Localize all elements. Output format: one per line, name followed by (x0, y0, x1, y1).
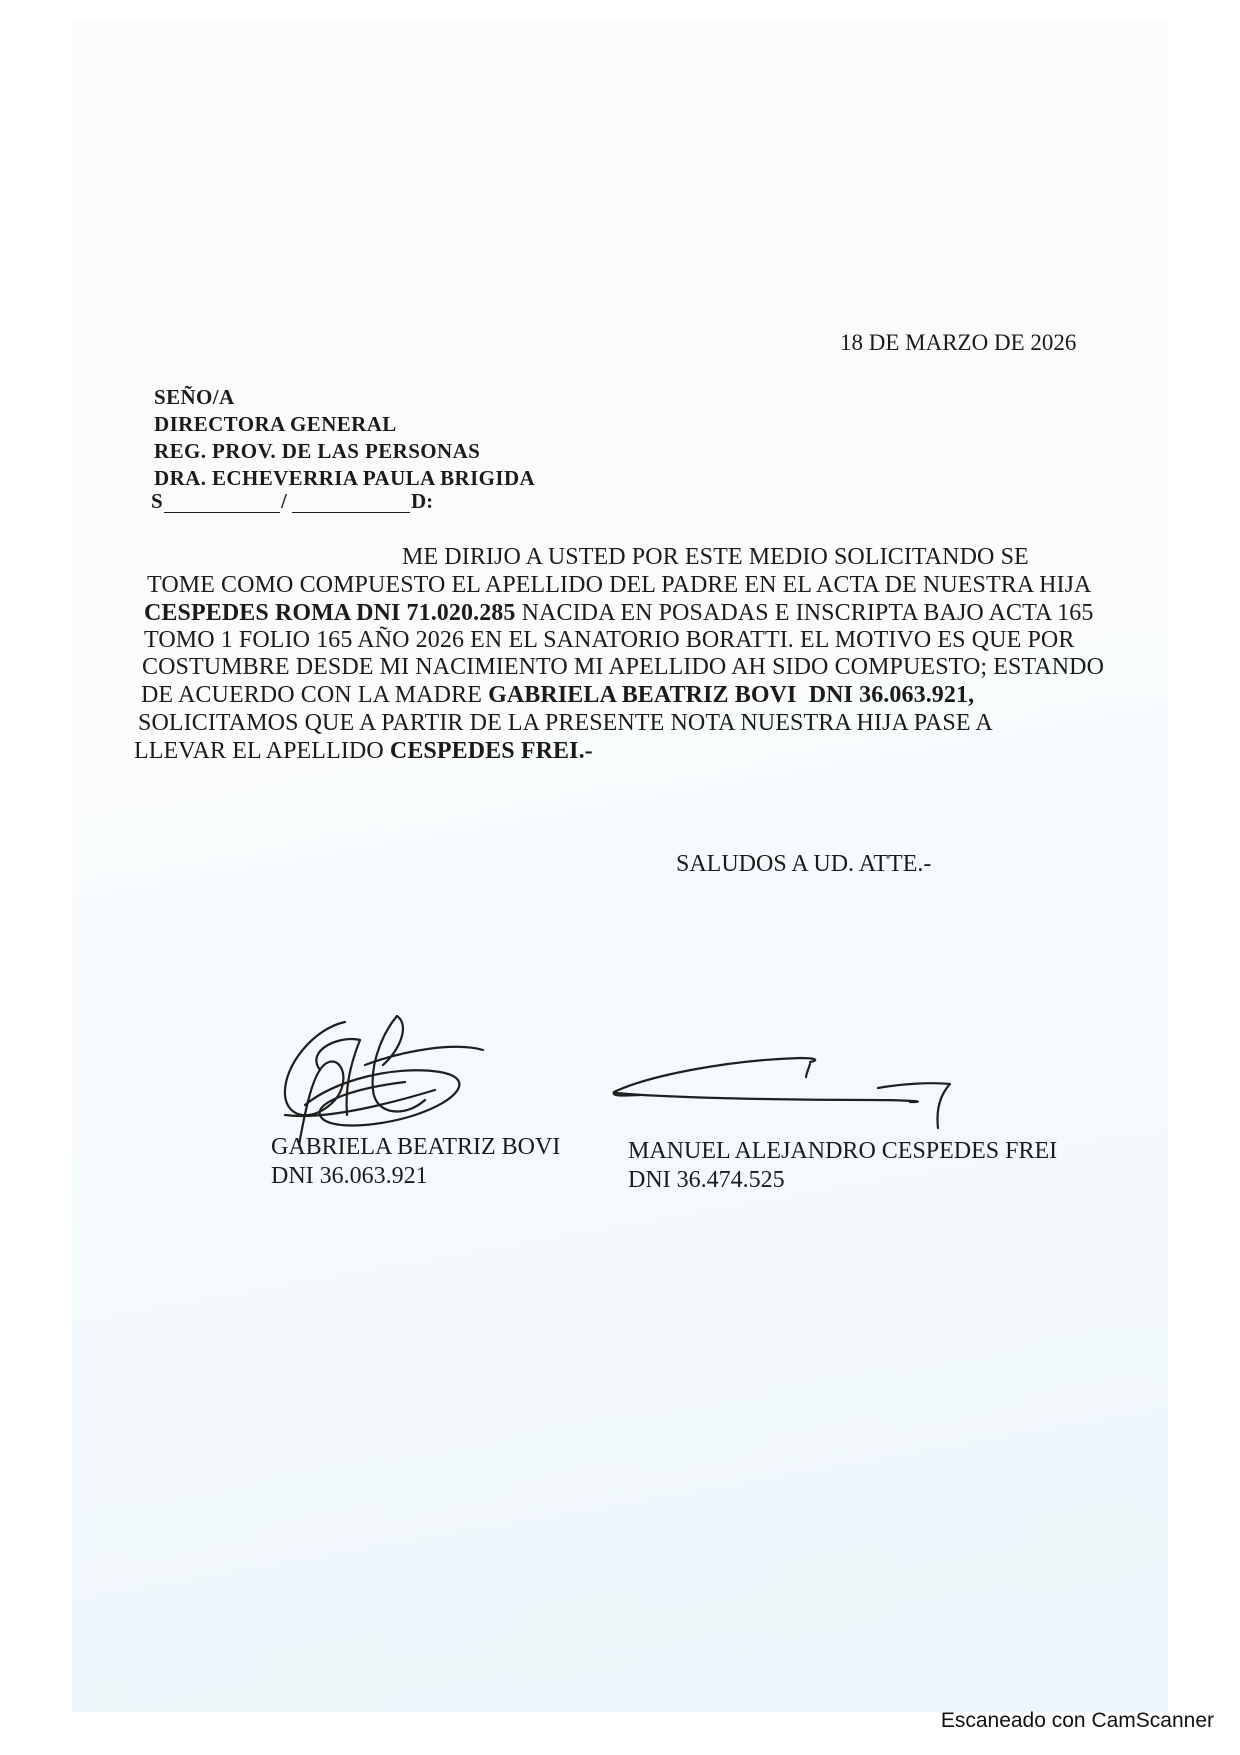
addressee-line-2: DIRECTORA GENERAL (154, 412, 397, 436)
body-line-6 (141, 681, 974, 709)
signatory-2-name: MANUEL ALEJANDRO CESPEDES FREI (628, 1138, 1058, 1164)
addressee-line-1: SEÑO/A (154, 385, 235, 409)
signatory-1-name: GABRIELA BEATRIZ BOVI (271, 1134, 561, 1160)
mother-name-dni: GABRIELA BEATRIZ BOVI DNI 36.063.921 (488, 682, 969, 708)
body-line-7: SOLICITAMOS QUE A PARTIR DE LA PRESENTE NOTA NUESTRA HIJA PASE A (138, 710, 993, 736)
body-line-2: TOME COMO COMPUESTO EL APELLIDO DEL PADRE EN EL ACTA DE NUESTRA HIJA (147, 572, 1092, 598)
body-line-6-pre: DE ACUERDO CON LA MADRE (141, 682, 489, 708)
addressee-line-3: REG. PROV. DE LAS PERSONAS (154, 439, 481, 463)
body-line-3-rest: NACIDA EN POSADAS E INSCRIPTA BAJO ACTA 165 (515, 600, 1094, 626)
signature-gabriela (265, 1010, 495, 1150)
scanned-page (72, 22, 1168, 1712)
body-line-3 (144, 599, 1094, 627)
body-line-8-pre: LLEVAR EL APELLIDO (134, 738, 390, 764)
body-line-1: ME DIRIJO A USTED POR ESTE MEDIO SOLICITANDO SE (402, 544, 1029, 570)
salutation-s: S (151, 489, 163, 513)
signature-manuel (610, 1040, 980, 1130)
salutation-d: D: (411, 489, 434, 513)
body-line-4: TOMO 1 FOLIO 165 AÑO 2026 EN EL SANATORIO BORATTI. EL MOTIVO ES QUE POR (144, 627, 1075, 653)
body-line-8 (134, 737, 593, 765)
daughter-name-dni: CESPEDES ROMA DNI 71.020.285 (144, 600, 516, 626)
body-line-5: COSTUMBRE DESDE MI NACIMIENTO MI APELLIDO AH SIDO COMPUESTO; ESTANDO (142, 654, 1105, 680)
signatory-2-dni: DNI 36.474.525 (628, 1167, 785, 1193)
camscanner-footer: Escaneado con CamScanner (940, 1709, 1214, 1732)
signatory-1-dni: DNI 36.063.921 (271, 1163, 428, 1189)
addressee-line-4: DRA. ECHEVERRIA PAULA BRIGIDA (154, 466, 536, 490)
new-surname: CESPEDES FREI.- (389, 738, 593, 764)
letter-date: 18 DE MARZO DE 2026 (840, 330, 1077, 355)
salutation-blank-2 (292, 512, 410, 513)
salutation-blank-1 (164, 512, 280, 513)
body-line-6-comma: , (968, 682, 975, 708)
closing: SALUDOS A UD. ATTE.- (676, 851, 932, 877)
salutation-slash: / (281, 489, 287, 513)
